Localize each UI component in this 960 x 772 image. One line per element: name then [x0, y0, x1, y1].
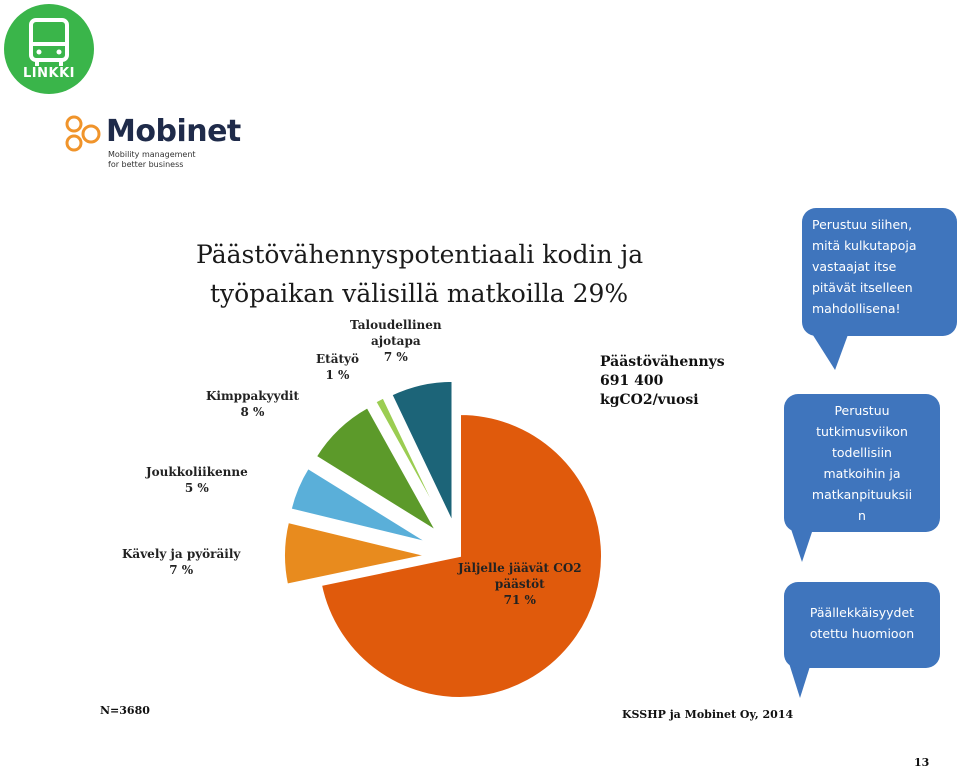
slice-label-walking-cycling: Kävely ja pyöräily 7 % [122, 547, 241, 577]
mobinet-tagline: Mobility management [108, 150, 196, 159]
slice-label-remaining: Jäljelle jäävät CO2 päästöt 71 % [458, 561, 582, 607]
mobinet-logo-name: Mobinet [106, 114, 241, 149]
callout-bubble-trips: Perustuu tutkimusviikon todellisiin matkoihin ja matkanpituuksii n [784, 394, 940, 532]
slice-label-carpooling: Kimppakyydit 8 % [206, 389, 299, 419]
slice-label-public-transport: Joukkoliikenne 5 % [146, 465, 248, 495]
bubble-tail [811, 332, 857, 370]
chart-title-line-1: Päästövähennyspotentiaali kodin ja [196, 240, 644, 269]
callout-bubble-overlaps: Päällekkäisyydet otettu huomioon [784, 582, 940, 668]
chart-title-line-2: työpaikan välisillä matkoilla 29% [210, 279, 629, 308]
callout-bubble-perception: Perustuu siihen, mitä kulkutapoja vastaajat itse pitävät itselleen mahdollisena! [802, 208, 957, 336]
slice-label-remote-work: Etätyö 1 % [316, 352, 359, 382]
reduction-text: Päästövähennys 691 400 kgCO2/vuosi [600, 354, 725, 408]
mobinet-tagline: for better business [108, 160, 184, 169]
linkki-logo-text: LINKKI [23, 66, 75, 81]
source-note: KSSHP ja Mobinet Oy, 2014 [622, 708, 794, 721]
slice-label-eco-driving: Taloudellinen ajotapa 7 % [350, 318, 442, 364]
sample-size: N=3680 [100, 704, 150, 717]
page-number: 13 [914, 756, 930, 769]
